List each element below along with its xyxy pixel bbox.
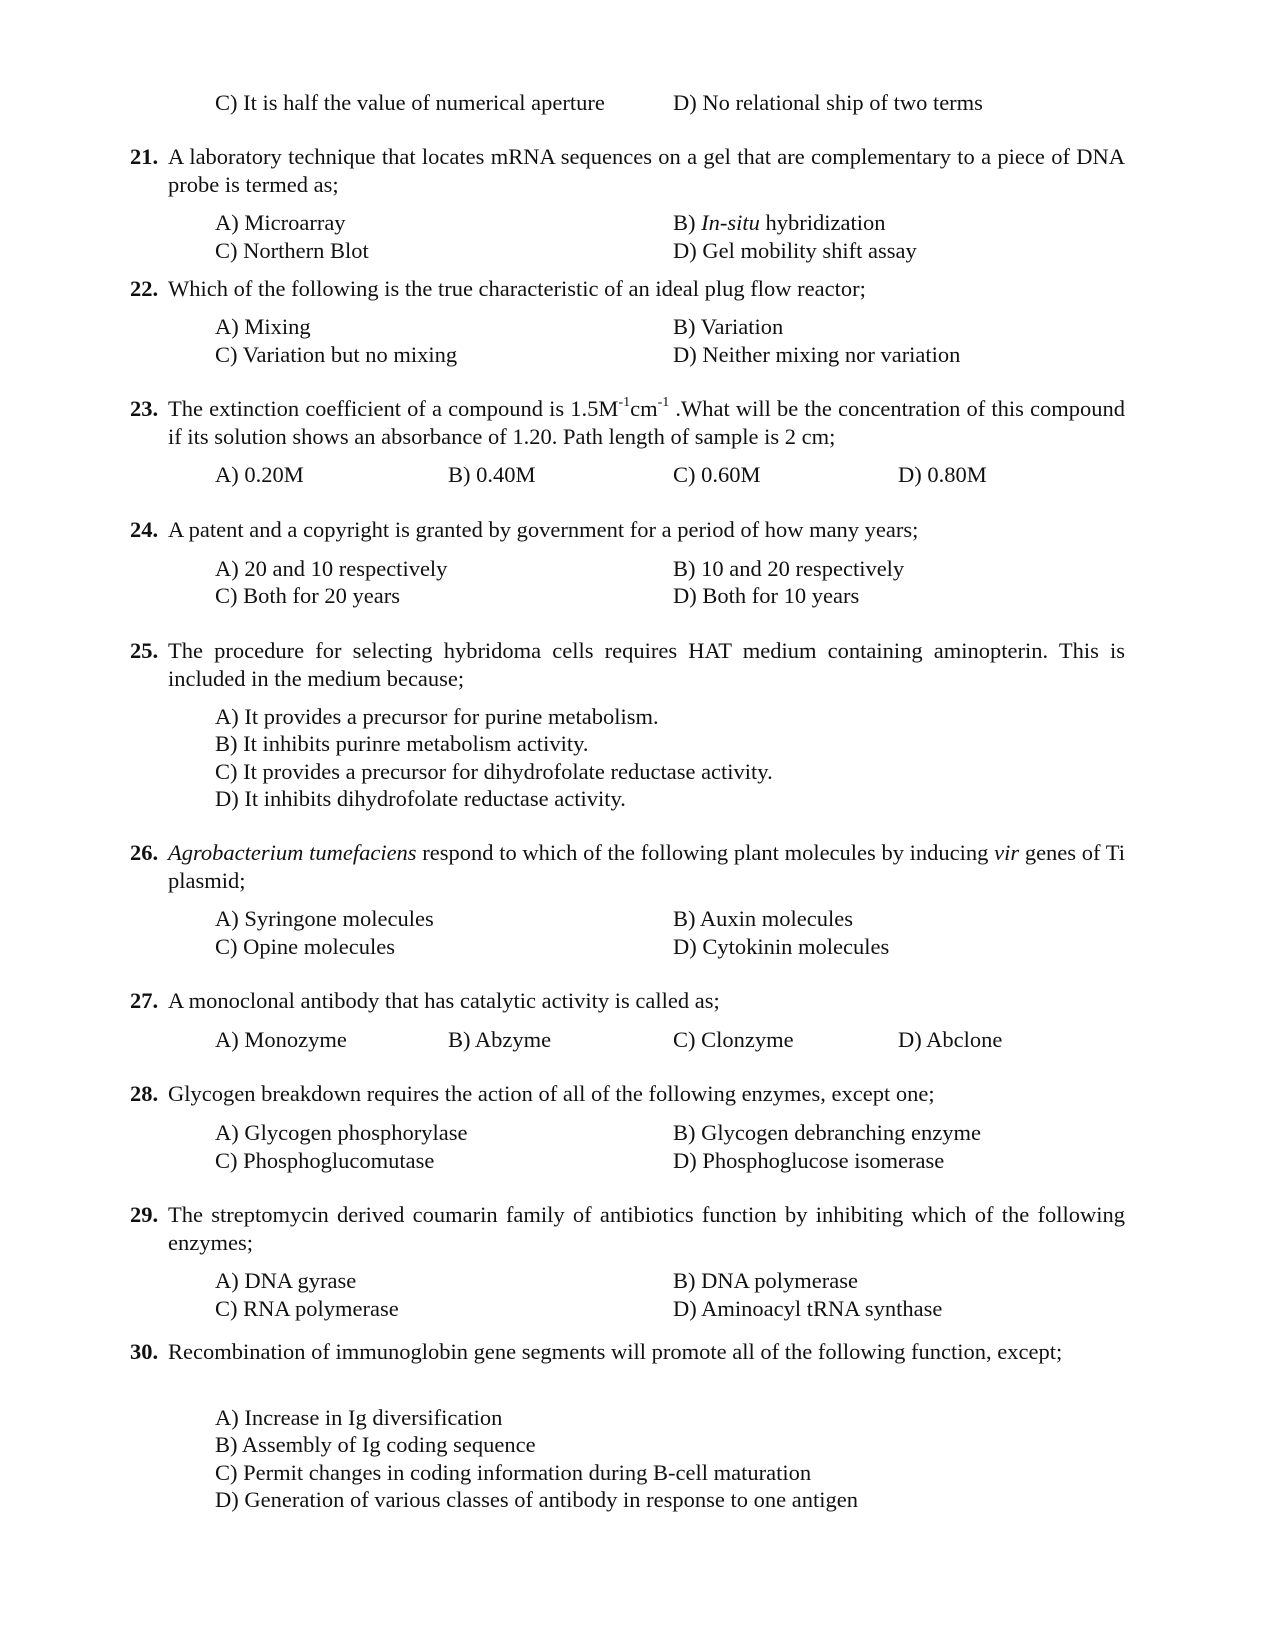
q24-option-c: C) Both for 20 years <box>215 583 400 608</box>
question-number: 21. <box>130 144 159 169</box>
question-text: The procedure for selecting hybridoma cells requires HAT medium containing aminopterin. This is included in the medium because; <box>168 638 1125 691</box>
q23-option-c: C) 0.60M <box>673 462 761 487</box>
question-22 <box>130 275 1125 303</box>
q22-option-d: D) Neither mixing nor variation <box>673 342 961 367</box>
question-21 <box>130 143 1125 199</box>
question-number: 29. <box>130 1202 159 1227</box>
question-text: Recombination of immunoglobin gene segments will promote all of the following function, except; <box>168 1339 1063 1364</box>
question-23 <box>130 395 1125 451</box>
q26-option-c: C) Opine molecules <box>215 934 395 959</box>
q28-option-c: C) Phosphoglucomutase <box>215 1148 435 1173</box>
question-number: 26. <box>130 840 159 865</box>
q28-option-b: B) Glycogen debranching enzyme <box>673 1120 982 1145</box>
question-25 <box>130 637 1125 693</box>
question-number: 25. <box>130 638 159 663</box>
question-29 <box>130 1201 1125 1257</box>
q24-option-b: B) 10 and 20 respectively <box>673 556 905 581</box>
q23-option-b: B) 0.40M <box>448 462 536 487</box>
q22-option-c: C) Variation but no mixing <box>215 342 458 367</box>
q23-option-a: A) 0.20M <box>215 462 304 487</box>
q23-option-d: D) 0.80M <box>898 462 987 487</box>
q21-option-a: A) Microarray <box>215 210 346 235</box>
question-text: The streptomycin derived coumarin family of antibiotics function by inhibiting which of the following enzymes; <box>168 1202 1125 1255</box>
question-number: 30. <box>130 1339 159 1364</box>
q21-option-c: C) Northern Blot <box>215 238 369 263</box>
q25-option-a: A) It provides a precursor for purine metabolism. <box>215 704 659 729</box>
q26-option-a: A) Syringone molecules <box>215 906 434 931</box>
question-number: 23. <box>130 396 159 421</box>
question-text: A monoclonal antibody that has catalytic activity is called as; <box>168 988 720 1013</box>
q20-option-d: D) No relational ship of two terms <box>673 90 983 115</box>
q25-option-c: C) It provides a precursor for dihydrofolate reductase activity. <box>215 759 773 784</box>
q29-option-b: B) DNA polymerase <box>673 1268 858 1293</box>
q21-option-b: B) In-situ hybridization <box>673 210 886 235</box>
question-text: Glycogen breakdown requires the action of all of the following enzymes, except one; <box>168 1081 935 1106</box>
q22-option-b: B) Variation <box>673 314 784 339</box>
q28-option-d: D) Phosphoglucose isomerase <box>673 1148 945 1173</box>
q29-option-a: A) DNA gyrase <box>215 1268 357 1293</box>
q20-option-c: C) It is half the value of numerical aperture <box>215 90 605 115</box>
q28-option-a: A) Glycogen phosphorylase <box>215 1120 468 1145</box>
q26-option-b: B) Auxin molecules <box>673 906 853 931</box>
q27-option-c: C) Clonzyme <box>673 1027 794 1052</box>
question-28 <box>130 1080 1125 1108</box>
q22-option-a: A) Mixing <box>215 314 311 339</box>
question-27 <box>130 987 1125 1015</box>
question-text: A patent and a copyright is granted by government for a period of how many years; <box>168 517 919 542</box>
q29-option-c: C) RNA polymerase <box>215 1296 399 1321</box>
question-number: 27. <box>130 988 159 1013</box>
q24-option-d: D) Both for 10 years <box>673 583 860 608</box>
q29-option-d: D) Aminoacyl tRNA synthase <box>673 1296 943 1321</box>
q26-option-d: D) Cytokinin molecules <box>673 934 890 959</box>
question-text: Which of the following is the true characteristic of an ideal plug flow reactor; <box>168 276 866 301</box>
question-number: 28. <box>130 1081 159 1106</box>
q27-option-a: A) Monozyme <box>215 1027 347 1052</box>
q25-option-d: D) It inhibits dihydrofolate reductase activity. <box>215 786 626 811</box>
q30-option-c: C) Permit changes in coding information during B-cell maturation <box>215 1460 812 1485</box>
q30-option-d: D) Generation of various classes of antibody in response to one antigen <box>215 1487 858 1512</box>
question-24 <box>130 516 1125 544</box>
q30-option-a: A) Increase in Ig diversification <box>215 1405 503 1430</box>
q27-option-d: D) Abclone <box>898 1027 1003 1052</box>
q30-option-b: B) Assembly of Ig coding sequence <box>215 1432 536 1457</box>
question-30 <box>130 1338 1125 1366</box>
q25-option-b: B) It inhibits purinre metabolism activity. <box>215 731 589 756</box>
question-number: 24. <box>130 517 159 542</box>
question-text: The extinction coefficient of a compound is $1.5M^{-1}cm^{-1}$ .What will be the concentration of this compound if its solution shows an absorbance of 1.20. Path length of sample is 2 cm; <box>168 394 1125 449</box>
q24-option-a: A) 20 and 10 respectively <box>215 556 448 581</box>
q27-option-b: B) Abzyme <box>448 1027 552 1052</box>
question-text: A laboratory technique that locates mRNA sequences on a gel that are complementary to a piece of DNA probe is termed as; <box>168 144 1125 197</box>
question-number: 22. <box>130 276 159 301</box>
q21-option-d: D) Gel mobility shift assay <box>673 238 917 263</box>
question-text: Agrobacterium tumefaciens respond to which of the following plant molecules by inducing vir genes of Ti plasmid; <box>168 840 1125 893</box>
question-26 <box>130 839 1125 895</box>
